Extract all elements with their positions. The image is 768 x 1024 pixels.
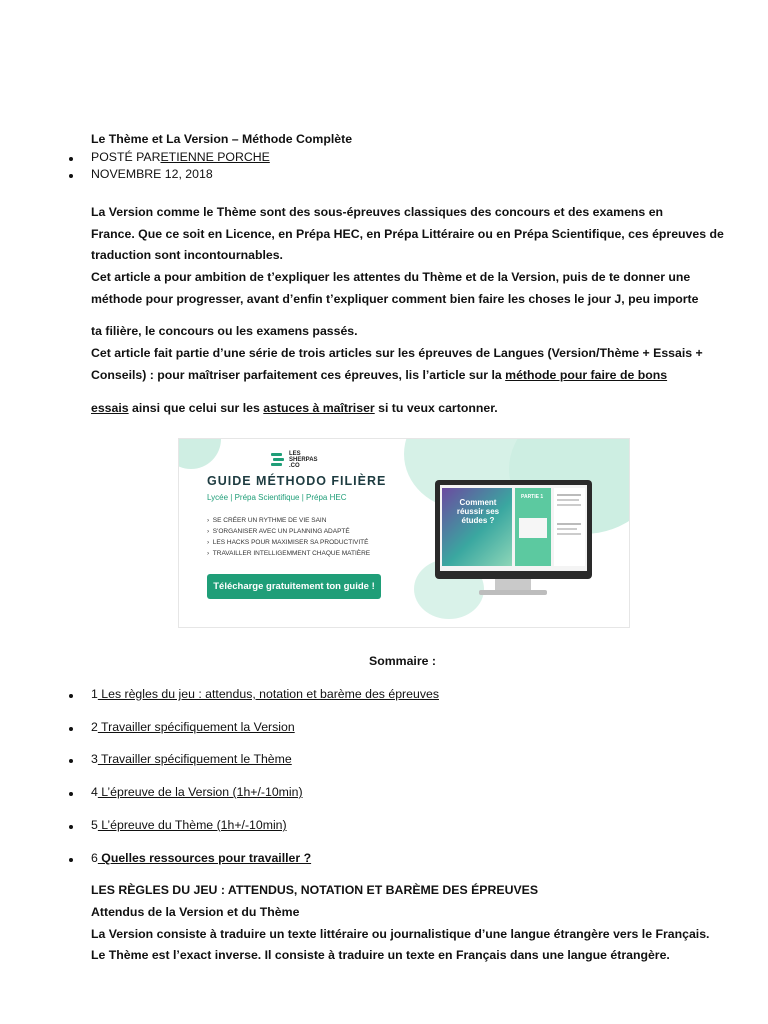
intro-line: traduction sont incontournables. — [91, 248, 283, 262]
banner-title: GUIDE MÉTHODO FILIÈRE — [207, 474, 387, 488]
bullet-dot — [69, 825, 73, 829]
intro-text: si tu veux cartonner. — [374, 401, 498, 415]
download-guide-button[interactable]: Télécharge gratuitement ton guide ! — [207, 574, 381, 599]
intro-line — [91, 368, 667, 382]
banner-bullet-item: › TRAVAILLER INTELLIGEMMENT CHAQUE MATIÈRE — [207, 550, 371, 557]
intro-text: ainsi que celui sur les — [128, 401, 264, 415]
sommaire-item: 2 Travailler spécifiquement la Version — [91, 720, 295, 734]
monitor-screen — [440, 485, 587, 571]
sommaire-item: 6 Quelles ressources pour travailler ? — [91, 851, 312, 865]
intro-text: Conseils) : pour maîtriser parfaitement ces épreuves, lis l’article sur la — [91, 368, 506, 382]
author-link[interactable]: ETIENNE PORCHE — [160, 150, 270, 164]
bullet-dot — [69, 157, 73, 161]
page-part — [515, 488, 551, 566]
page-text — [554, 488, 585, 566]
decor-blob — [178, 438, 221, 469]
sommaire-item: 5 L’épreuve du Thème (1h+/-10min) — [91, 818, 287, 832]
essais-method-link[interactable]: méthode pour faire de bons — [505, 368, 668, 382]
section-subheading: Attendus de la Version et du Thème — [91, 905, 300, 919]
section-paragraph: La Version consiste à traduire un texte littéraire ou journalistique d’une langue étrangère vers le Français. — [91, 927, 710, 941]
post-date: NOVEMBRE 12, 2018 — [91, 167, 213, 181]
section-paragraph: Le Thème est l’exact inverse. Il consiste à traduire un texte en Français dans une langue étrangère. — [91, 948, 670, 962]
section-heading: LES RÈGLES DU JEU : ATTENDUS, NOTATION ET BARÈME DES ÉPREUVES — [91, 883, 539, 897]
sommaire-link[interactable]: Les règles du jeu : attendus, notation et barème des épreuves — [97, 687, 439, 701]
posted-by — [91, 150, 270, 164]
sherpas-logo-icon — [271, 452, 285, 466]
bullet-dot — [69, 174, 73, 178]
guide-banner[interactable] — [178, 438, 630, 628]
posted-prefix: POSTÉ PAR — [91, 150, 161, 164]
chevron-right-icon: › — [207, 550, 213, 557]
sommaire-item: 4 L’épreuve de la Version (1h+/-10min) — [91, 785, 303, 799]
astuces-link[interactable]: astuces à maîtriser — [263, 401, 375, 415]
sommaire-link[interactable]: Quelles ressources pour travailler ? — [97, 851, 312, 865]
bullet-dot — [69, 858, 73, 862]
article-title: Le Thème et La Version – Méthode Complète — [91, 132, 353, 146]
chevron-right-icon: › — [207, 517, 213, 524]
intro-line: ta filière, le concours ou les examens passés. — [91, 324, 358, 338]
cover-page — [442, 488, 512, 566]
bullet-dot — [69, 727, 73, 731]
banner-bullets — [207, 515, 370, 559]
sommaire-title: Sommaire : — [369, 654, 436, 668]
intro-line: Cet article a pour ambition de t’expliquer les attentes du Thème et de la Version, puis de te donner une — [91, 270, 691, 284]
sommaire-link[interactable]: L’épreuve du Thème (1h+/-10min) — [97, 818, 287, 832]
bullet-dot — [69, 694, 73, 698]
brand-name: LES SHERPAS .CO — [289, 451, 318, 469]
screen-title: Comment réussir ses études ? — [456, 498, 500, 525]
banner-bullet-item: › SE CRÉER UN RYTHME DE VIE SAIN — [207, 517, 327, 524]
essais-link[interactable]: essais — [91, 401, 129, 415]
sommaire-item: 1 Les règles du jeu : attendus, notation et barème des épreuves — [91, 687, 439, 701]
banner-bullet-item: › LES HACKS POUR MAXIMISER SA PRODUCTIVITÉ — [207, 539, 369, 546]
sommaire-link[interactable]: L’épreuve de la Version (1h+/-10min) — [97, 785, 303, 799]
bullet-dot — [69, 792, 73, 796]
bullet-dot — [69, 759, 73, 763]
monitor-illustration — [435, 480, 592, 579]
banner-subtitle: Lycée | Prépa Scientifique | Prépa HEC — [207, 493, 347, 502]
intro-line: Cet article fait partie d’une série de trois articles sur les épreuves de Langues (Version/Thème + Essais + — [91, 346, 703, 360]
sommaire-link[interactable]: Travailler spécifiquement le Thème — [97, 752, 292, 766]
intro-line: France. Que ce soit en Licence, en Prépa HEC, en Prépa Littéraire ou en Prépa Scientifique, ces épreuves de — [91, 227, 724, 241]
banner-bullet-item: › S'ORGANISER AVEC UN PLANNING ADAPTÉ — [207, 528, 350, 535]
intro-line: La Version comme le Thème sont des sous-épreuves classiques des concours et des examens en — [91, 205, 664, 219]
chevron-right-icon: › — [207, 539, 213, 546]
intro-line — [91, 401, 498, 415]
intro-line: méthode pour progresser, avant d’enfin t’expliquer comment bien faire les choses le jour J, peu importe — [91, 292, 699, 306]
sommaire-link[interactable]: Travailler spécifiquement la Version — [97, 720, 295, 734]
monitor-base — [479, 590, 547, 595]
sommaire-item: 3 Travailler spécifiquement le Thème — [91, 752, 292, 766]
part-label: PARTIE 1 — [521, 494, 544, 500]
chevron-right-icon: › — [207, 528, 213, 535]
